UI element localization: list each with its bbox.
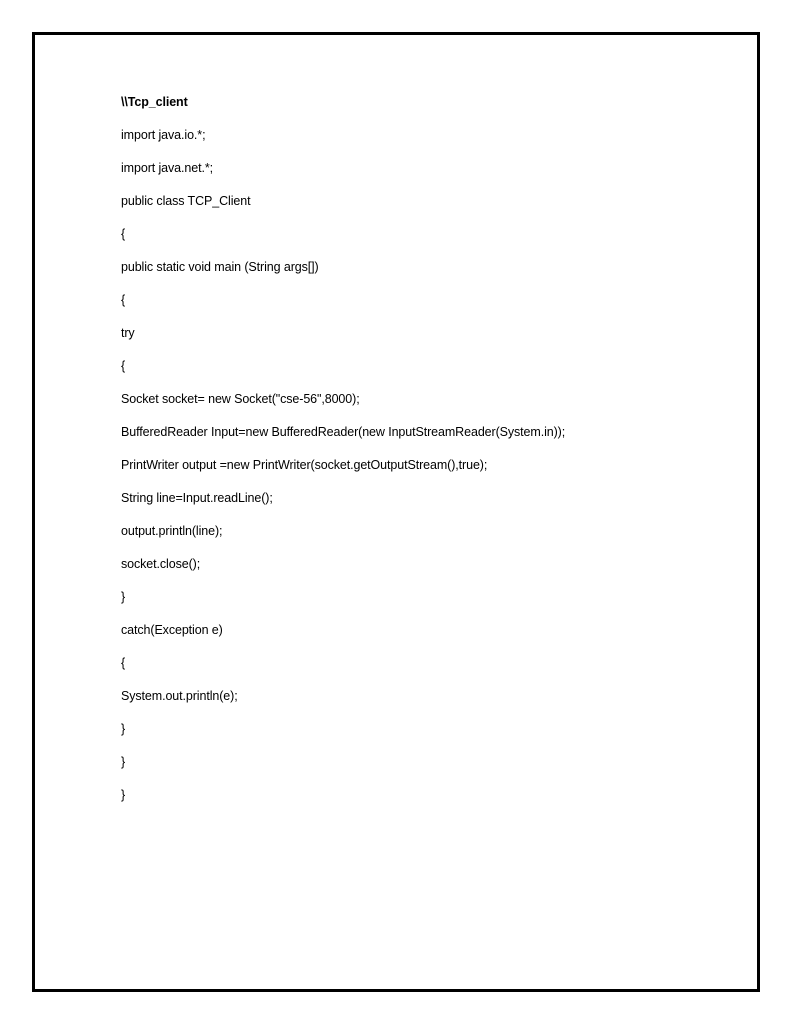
code-line-read-line: String line=Input.readLine();	[121, 491, 273, 505]
code-line-catch: catch(Exception e)	[121, 623, 223, 637]
code-line-socket-close: socket.close();	[121, 557, 201, 571]
code-line-socket-create: Socket socket= new Socket("cse-56",8000);	[121, 392, 360, 406]
code-line-print-writer: PrintWriter output =new PrintWriter(socket.getOutputStream(),true);	[121, 458, 488, 472]
code-line-class-open-brace: {	[121, 227, 126, 241]
code-line-try: try	[121, 326, 135, 340]
code-line-catch-close-brace: }	[121, 722, 126, 736]
code-line-import-net: import java.net.*;	[121, 161, 213, 175]
code-line-catch-open-brace: {	[121, 656, 126, 670]
code-line-system-out-println: System.out.println(e);	[121, 689, 238, 703]
code-line-try-close-brace: }	[121, 590, 126, 604]
code-line-import-io: import java.io.*;	[121, 128, 206, 142]
code-heading: \\Tcp_client	[121, 95, 188, 109]
code-line-buffered-reader: BufferedReader Input=new BufferedReader(new InputStreamReader(System.in));	[121, 425, 566, 439]
code-line-try-open-brace: {	[121, 359, 126, 373]
code-line-class-declaration: public class TCP_Client	[121, 194, 251, 208]
code-line-class-close-brace: }	[121, 788, 126, 802]
code-line-main-signature: public static void main (String args[])	[121, 260, 319, 274]
code-line-output-println: output.println(line);	[121, 524, 223, 538]
code-listing	[121, 91, 565, 817]
code-line-main-close-brace: }	[121, 755, 126, 769]
code-line-main-open-brace: {	[121, 293, 126, 307]
